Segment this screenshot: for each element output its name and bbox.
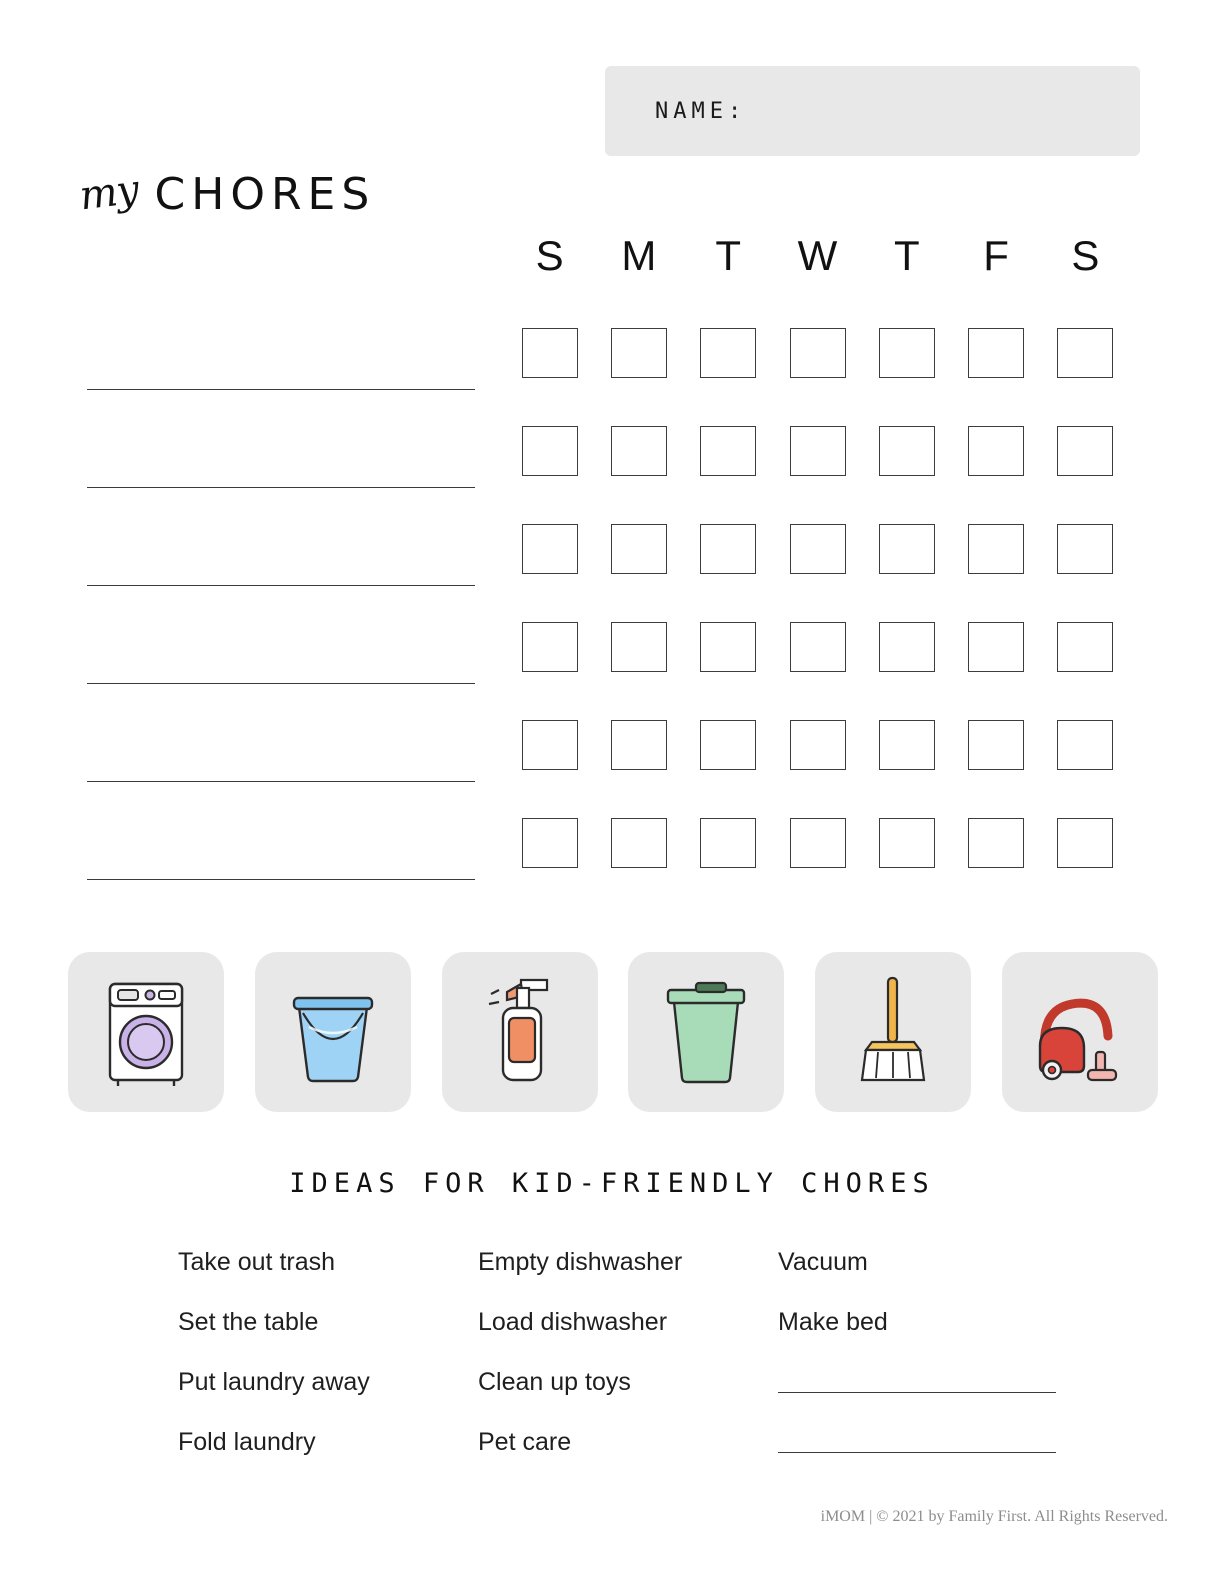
checkbox-cell-thu[interactable] (862, 328, 951, 378)
bucket-icon (279, 977, 387, 1087)
page-title-main: CHORES (154, 169, 376, 220)
idea-item: Fold laundry (178, 1428, 316, 1456)
icon-tile-trash-can (628, 952, 784, 1112)
checkbox[interactable] (522, 818, 578, 868)
checkbox-cell-sat[interactable] (1041, 818, 1130, 868)
checkbox-cell-sun[interactable] (505, 426, 594, 476)
checkbox[interactable] (522, 622, 578, 672)
day-header-wed: W (797, 232, 838, 279)
checkbox-cell-tue[interactable] (684, 426, 773, 476)
checkbox-cell-sun[interactable] (505, 818, 594, 868)
checkbox[interactable] (611, 818, 667, 868)
idea-item: Empty dishwasher (478, 1248, 683, 1276)
day-header-sat: S (1071, 232, 1100, 279)
checkbox-row (505, 720, 1130, 770)
checkbox[interactable] (790, 328, 846, 378)
icon-tile-spray-bottle (442, 952, 598, 1112)
checkbox[interactable] (968, 426, 1024, 476)
checkbox-cell-thu[interactable] (862, 426, 951, 476)
chore-name-input[interactable] (87, 879, 475, 880)
checkbox[interactable] (968, 720, 1024, 770)
ideas-list (178, 1242, 1138, 1482)
checkbox[interactable] (879, 622, 935, 672)
chore-name-input[interactable] (87, 585, 475, 586)
checkbox[interactable] (611, 720, 667, 770)
trash-can-icon (654, 976, 758, 1088)
idea-item: Take out trash (178, 1248, 336, 1276)
checkbox-cell-thu[interactable] (862, 524, 951, 574)
checkbox-cell-fri[interactable] (951, 720, 1040, 770)
checkbox-cell-fri[interactable] (951, 328, 1040, 378)
checkbox[interactable] (1057, 818, 1113, 868)
checkbox-cell-wed[interactable] (773, 720, 862, 770)
checkbox-cell-mon[interactable] (594, 622, 683, 672)
idea-item: Make bed (778, 1308, 888, 1336)
chore-name-input[interactable] (87, 389, 475, 390)
idea-item: Pet care (478, 1428, 572, 1456)
day-header-row (505, 232, 1130, 280)
ideas-heading: IDEAS FOR KID-FRIENDLY CHORES (289, 1168, 935, 1199)
checkbox-cell-wed[interactable] (773, 328, 862, 378)
checkbox[interactable] (879, 426, 935, 476)
vacuum-icon (1022, 974, 1138, 1090)
checkbox-cell-fri[interactable] (951, 818, 1040, 868)
checkbox-cell-tue[interactable] (684, 720, 773, 770)
washing-machine-icon (96, 976, 196, 1088)
checkbox-cell-sat[interactable] (1041, 720, 1130, 770)
day-header-fri: F (983, 232, 1009, 279)
checkbox-cell-mon[interactable] (594, 328, 683, 378)
idea-item: Set the table (178, 1308, 319, 1336)
name-field[interactable] (605, 66, 1140, 156)
footer-copyright: iMOM | © 2021 by Family First. All Rights Reserved. (820, 1508, 1168, 1525)
checkbox[interactable] (1057, 524, 1113, 574)
chore-name-input[interactable] (87, 683, 475, 684)
checkbox[interactable] (611, 524, 667, 574)
day-header-sun: S (535, 232, 564, 279)
checkbox-cell-sun[interactable] (505, 524, 594, 574)
checkbox[interactable] (522, 426, 578, 476)
chore-row (0, 619, 1224, 717)
idea-item: Load dishwasher (478, 1308, 668, 1336)
broom-icon (850, 972, 936, 1092)
chore-row (0, 717, 1224, 815)
checkbox-cell-sun[interactable] (505, 328, 594, 378)
checkbox-row (505, 328, 1130, 378)
checkbox[interactable] (790, 622, 846, 672)
checkbox[interactable] (790, 720, 846, 770)
checkbox-row (505, 622, 1130, 672)
chore-icon-strip (68, 952, 1158, 1112)
idea-item: Put laundry away (178, 1368, 370, 1396)
checkbox-cell-wed[interactable] (773, 622, 862, 672)
chore-row (0, 521, 1224, 619)
checkbox[interactable] (522, 720, 578, 770)
checkbox-cell-mon[interactable] (594, 524, 683, 574)
checkbox-cell-thu[interactable] (862, 720, 951, 770)
idea-item: Vacuum (778, 1248, 868, 1276)
checkbox-cell-mon[interactable] (594, 720, 683, 770)
checkbox[interactable] (1057, 328, 1113, 378)
checkbox[interactable] (1057, 622, 1113, 672)
name-label: NAME: (655, 99, 747, 124)
checkbox[interactable] (968, 622, 1024, 672)
page-title (76, 160, 376, 220)
day-header-mon: M (621, 232, 657, 279)
chore-row (0, 423, 1224, 521)
checkbox[interactable] (790, 426, 846, 476)
checkbox-cell-tue[interactable] (684, 328, 773, 378)
chore-grid (0, 325, 1224, 913)
checkbox[interactable] (968, 328, 1024, 378)
idea-blank-line[interactable] (778, 1422, 1078, 1482)
icon-tile-bucket (255, 952, 411, 1112)
checkbox[interactable] (611, 328, 667, 378)
chore-row (0, 815, 1224, 913)
checkbox[interactable] (790, 818, 846, 868)
checkbox-cell-wed[interactable] (773, 524, 862, 574)
checkbox[interactable] (968, 524, 1024, 574)
checkbox-row (505, 524, 1130, 574)
icon-tile-washing-machine (68, 952, 224, 1112)
checkbox-cell-fri[interactable] (951, 524, 1040, 574)
checkbox[interactable] (700, 720, 756, 770)
checkbox[interactable] (611, 622, 667, 672)
icon-tile-broom (815, 952, 971, 1112)
idea-item: Clean up toys (478, 1368, 631, 1396)
checkbox-cell-thu[interactable] (862, 818, 951, 868)
chore-name-input[interactable] (87, 487, 475, 488)
checkbox[interactable] (1057, 426, 1113, 476)
checkbox-cell-sat[interactable] (1041, 524, 1130, 574)
ideas-column-2 (478, 1242, 778, 1482)
idea-blank-line[interactable] (778, 1362, 1078, 1422)
checkbox-row (505, 426, 1130, 476)
checkbox-cell-sat[interactable] (1041, 426, 1130, 476)
checkbox[interactable] (700, 426, 756, 476)
checkbox[interactable] (522, 328, 578, 378)
checkbox-cell-sat[interactable] (1041, 328, 1130, 378)
checkbox-cell-mon[interactable] (594, 818, 683, 868)
checkbox-cell-sun[interactable] (505, 720, 594, 770)
chore-name-input[interactable] (87, 781, 475, 782)
day-header-tue: T (715, 232, 742, 279)
checkbox[interactable] (879, 328, 935, 378)
checkbox-cell-sat[interactable] (1041, 622, 1130, 672)
ideas-column-1 (178, 1242, 478, 1482)
checkbox[interactable] (700, 524, 756, 574)
checkbox-cell-fri[interactable] (951, 622, 1040, 672)
checkbox-cell-mon[interactable] (594, 426, 683, 476)
checkbox[interactable] (522, 524, 578, 574)
ideas-column-3 (778, 1242, 1078, 1482)
checkbox-cell-tue[interactable] (684, 622, 773, 672)
checkbox[interactable] (879, 818, 935, 868)
checkbox[interactable] (879, 720, 935, 770)
checkbox-cell-wed[interactable] (773, 818, 862, 868)
checkbox[interactable] (968, 818, 1024, 868)
chore-row (0, 325, 1224, 423)
checkbox-cell-sun[interactable] (505, 622, 594, 672)
checkbox[interactable] (611, 426, 667, 476)
checkbox[interactable] (700, 622, 756, 672)
page-title-script: my (76, 166, 141, 220)
checkbox[interactable] (879, 524, 935, 574)
checkbox-cell-tue[interactable] (684, 818, 773, 868)
checkbox[interactable] (700, 328, 756, 378)
checkbox[interactable] (1057, 720, 1113, 770)
checkbox-cell-wed[interactable] (773, 426, 862, 476)
icon-tile-vacuum (1002, 952, 1158, 1112)
day-header-thu: T (893, 232, 920, 279)
checkbox-cell-fri[interactable] (951, 426, 1040, 476)
spray-bottle-icon (477, 972, 563, 1092)
checkbox-row (505, 818, 1130, 868)
checkbox[interactable] (790, 524, 846, 574)
checkbox-cell-tue[interactable] (684, 524, 773, 574)
checkbox[interactable] (700, 818, 756, 868)
checkbox-cell-thu[interactable] (862, 622, 951, 672)
